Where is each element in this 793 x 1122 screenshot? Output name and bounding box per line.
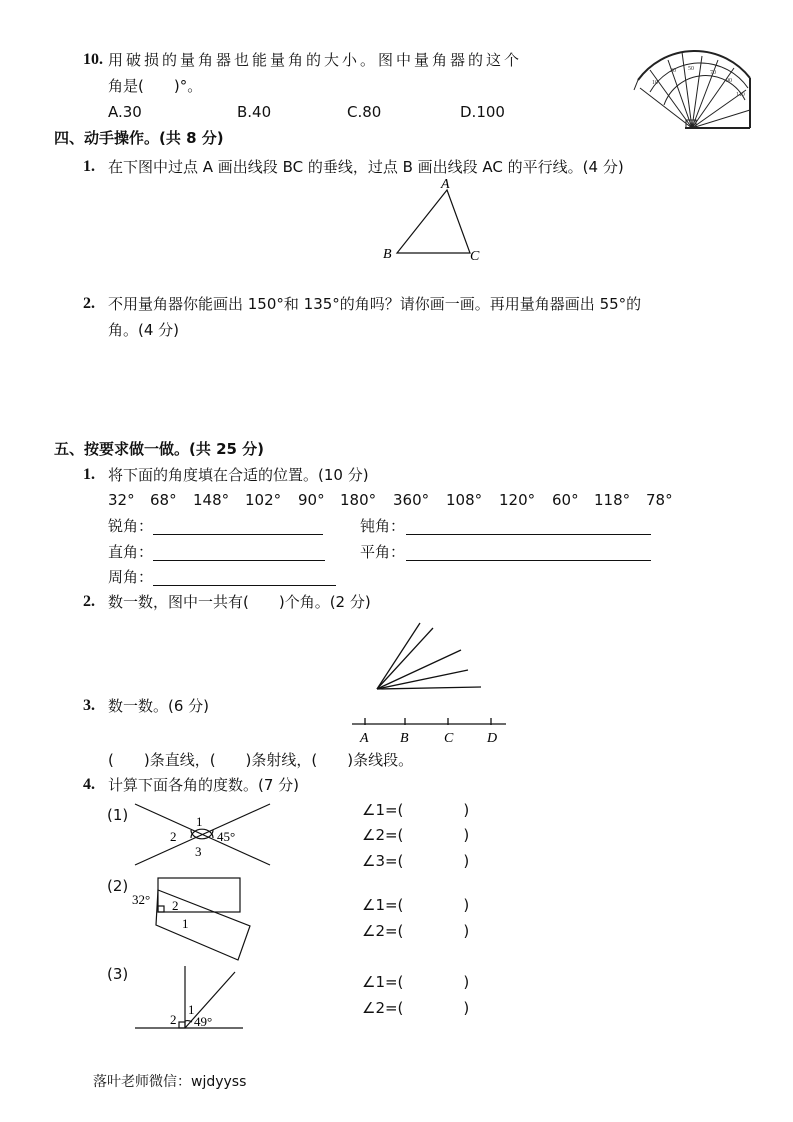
fig2-degree-label: 32°	[132, 892, 151, 907]
fig1-angle1-label: 1	[196, 814, 203, 829]
fig2-angle2-label: 2	[172, 898, 179, 913]
svg-text:90: 90	[726, 78, 732, 84]
fig2-angle1-label: 1	[182, 916, 189, 931]
point-b-label: B	[383, 247, 392, 262]
angle-value: 180°	[340, 491, 377, 509]
fig3-angle2-label: 2	[170, 1012, 177, 1027]
point-a-label: A	[441, 177, 450, 192]
svg-text:30: 30	[670, 68, 676, 74]
angle-value: 78°	[646, 491, 673, 509]
svg-text:70: 70	[710, 70, 716, 76]
sec5-q4-number: 4.	[83, 776, 95, 793]
sec5-q2-number: 2.	[83, 593, 95, 610]
angle-value: 118°	[594, 491, 631, 509]
svg-text:110: 110	[736, 92, 745, 98]
fig1-angle2-label: 2	[170, 829, 177, 844]
point-d-label: D	[487, 731, 498, 746]
full-label: 周角：	[108, 568, 154, 586]
acute-label: 锐角：	[108, 517, 154, 535]
fig3-answer-angle1[interactable]: ∠1=( )	[362, 973, 470, 991]
q10-option-d[interactable]: D.100	[460, 103, 505, 121]
right-label: 直角：	[108, 543, 154, 561]
fig2-overlapping-rectangles	[128, 870, 258, 970]
angle-value: 60°	[552, 491, 579, 509]
fig3-angle1-label: 1	[188, 1002, 195, 1017]
right-answer-line[interactable]	[153, 560, 325, 561]
fig2-tag: (2)	[107, 877, 129, 895]
angle-value: 102°	[245, 491, 282, 509]
q10-option-b[interactable]: B.40	[237, 103, 272, 121]
full-answer-line[interactable]	[153, 585, 336, 586]
rays-figure	[370, 620, 490, 695]
fig2-answer-angle2[interactable]: ∠2=( )	[362, 922, 470, 940]
point-c-label: C	[470, 249, 480, 264]
obtuse-label: 钝角：	[360, 517, 406, 535]
sec5-q2-text: 数一数，图中一共有( )个角。(2 分)	[108, 593, 371, 611]
angle-value: 108°	[446, 491, 483, 509]
angle-value: 120°	[499, 491, 536, 509]
straight-label: 平角：	[360, 543, 406, 561]
point-a-label: A	[360, 731, 369, 746]
q10-number: 10.	[83, 51, 103, 68]
fig1-intersecting-lines	[125, 800, 285, 870]
fig1-degree-label: 45°	[217, 829, 236, 844]
fig1-answer-angle1[interactable]: ∠1=( )	[362, 801, 470, 819]
fig1-answer-angle3[interactable]: ∠3=( )	[362, 852, 470, 870]
sec5-q3-number: 3.	[83, 697, 95, 714]
fig1-answer-angle2[interactable]: ∠2=( )	[362, 826, 470, 844]
section-5-title: 五、按要求做一做。(共 25 分)	[54, 440, 265, 458]
acute-answer-line[interactable]	[153, 534, 323, 535]
sec5-q1-number: 1.	[83, 466, 95, 483]
sec5-q3-answer[interactable]: ( )条直线，( )条射线，( )条线段。	[108, 751, 414, 769]
q10-text-line1: 用破损的量角器也能量角的大小。图中量角器的这个	[108, 51, 523, 69]
fig1-angle3-label: 3	[195, 844, 202, 859]
line-abcd-figure	[350, 715, 510, 747]
q10-text-line2: 角是( )°。	[108, 77, 203, 95]
broken-protractor-figure	[630, 50, 755, 132]
straight-answer-line[interactable]	[406, 560, 651, 561]
fig3-degree-label: 49°	[194, 1014, 213, 1029]
footer-contact: 落叶老师微信：wjdyyss	[93, 1074, 247, 1090]
sec5-q4-text: 计算下面各角的度数。(7 分)	[108, 776, 300, 794]
sec4-q2-text-line1: 不用量角器你能画出 150°和 135°的角吗？请你画一画。再用量角器画出 55°的	[108, 295, 642, 313]
angle-value: 90°	[298, 491, 325, 509]
section-4-title: 四、动手操作。(共 8 分)	[54, 129, 224, 147]
obtuse-answer-line[interactable]	[406, 534, 651, 535]
q10-option-a[interactable]: A.30	[108, 103, 142, 121]
fig3-tag: (3)	[107, 965, 129, 983]
angle-value: 148°	[193, 491, 230, 509]
sec4-q1-number: 1.	[83, 158, 95, 175]
sec4-q1-text: 在下图中过点 A 画出线段 BC 的垂线，过点 B 画出线段 AC 的平行线。(4 分)	[108, 158, 624, 176]
svg-text:50: 50	[688, 66, 694, 72]
angle-value: 68°	[150, 491, 177, 509]
triangle-abc-figure	[380, 176, 490, 266]
point-c-label: C	[444, 731, 454, 746]
fig2-answer-angle1[interactable]: ∠1=( )	[362, 896, 470, 914]
sec4-q2-number: 2.	[83, 295, 95, 312]
sec5-q3-text: 数一数。(6 分)	[108, 697, 210, 715]
fig3-perpendicular-lines	[130, 958, 250, 1033]
angle-value: 32°	[108, 491, 135, 509]
q10-option-c[interactable]: C.80	[347, 103, 382, 121]
sec4-q2-text-line2: 角。(4 分)	[108, 321, 180, 339]
angle-value: 360°	[393, 491, 430, 509]
point-b-label: B	[400, 731, 409, 746]
fig3-answer-angle2[interactable]: ∠2=( )	[362, 999, 470, 1017]
fig1-tag: (1)	[107, 806, 129, 824]
sec5-q1-text: 将下面的角度填在合适的位置。(10 分)	[108, 466, 369, 484]
svg-text:10: 10	[652, 80, 658, 86]
